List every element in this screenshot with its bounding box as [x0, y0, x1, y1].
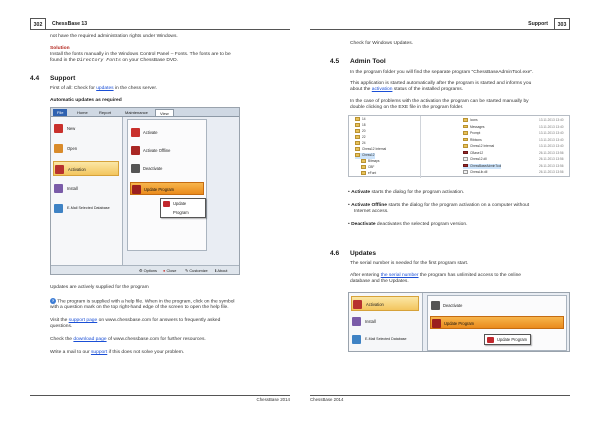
activation-submenu	[427, 295, 567, 351]
update-menu-screenshot	[348, 292, 570, 352]
folder-icon	[463, 118, 468, 122]
submenu-activate[interactable]	[130, 126, 204, 139]
file-row[interactable]	[463, 131, 480, 137]
about-button[interactable]: ℹ About	[215, 268, 228, 273]
visit-line-2: questions.	[50, 324, 73, 329]
download-text: Check the	[50, 337, 73, 342]
solution-line-2	[50, 58, 295, 64]
tree-row-label: 14	[362, 117, 366, 121]
email-icon	[54, 204, 63, 213]
file-date: 13.11.2013 13:40	[539, 124, 564, 129]
bullet-text: starts the dialog for the program activation on a computer without	[388, 203, 530, 208]
dll-file-icon	[463, 157, 468, 161]
update-program-icon	[163, 201, 170, 207]
folder-icon	[355, 117, 360, 121]
submenu-label: Activate Offline	[143, 148, 171, 153]
file-row[interactable]	[463, 125, 485, 131]
support-page-link[interactable]: support page	[68, 318, 98, 323]
folder-icon	[355, 147, 360, 151]
serial-line: The serial number is needed for the first program start.	[350, 261, 469, 266]
close-icon: ●	[163, 268, 166, 273]
file-date: 13.11.2013 13:40	[539, 131, 564, 135]
menu-item-label: Activation	[366, 302, 384, 307]
tree-row-label: Chess12 Internal	[362, 147, 387, 151]
close-label: Close	[166, 268, 177, 273]
update-program-tooltip	[160, 198, 206, 218]
file-name: Chess12.dll	[470, 157, 487, 161]
tree-row-label: 24	[362, 141, 366, 145]
support-intro	[50, 86, 157, 92]
file-row[interactable]	[463, 151, 483, 157]
tree-row[interactable]	[355, 147, 386, 153]
activate-offline-icon	[131, 146, 140, 155]
menu-item-label: Install	[365, 319, 376, 324]
exe-file-icon	[463, 151, 468, 155]
program-folder-screenshot	[348, 115, 570, 177]
email-icon	[352, 335, 361, 344]
install-icon	[352, 317, 361, 326]
file-menu	[349, 293, 423, 352]
folder-icon	[355, 129, 360, 133]
visit-text: Visit the	[50, 318, 68, 323]
tree-row-label: CBF	[368, 165, 375, 169]
bullet-activate-offline-line-2: Internet access.	[354, 209, 389, 214]
tree-row[interactable]	[361, 171, 376, 177]
right-footer: ChessBase 2014	[310, 395, 570, 403]
deactivate-icon	[431, 301, 440, 310]
updates-section-title: Updates	[350, 250, 377, 257]
folder-icon	[463, 138, 468, 142]
file-date: 26.11.2013 13:56	[539, 150, 564, 155]
tree-row-label: Bitmaps	[368, 159, 380, 163]
activate-icon	[131, 128, 140, 137]
menu-item-email-database[interactable]	[351, 332, 419, 347]
mail-line	[50, 350, 295, 356]
update-program-icon	[487, 337, 494, 343]
activation-link[interactable]: activation	[371, 87, 393, 92]
menu-item-label: New	[67, 126, 76, 131]
admin-paragraph-2-line-2	[350, 87, 595, 93]
deactivate-icon	[131, 164, 140, 173]
update-program-icon	[132, 185, 141, 194]
header-title: ChessBase 13	[52, 21, 88, 27]
admin-paragraph-2-line-1: This application is started automatically after the program is started and informs you	[350, 81, 532, 86]
tree-row[interactable]	[355, 129, 366, 135]
tooltip-label: Update Program	[497, 337, 528, 342]
menu-item-label: E-Mail Selected Database	[67, 206, 110, 210]
solution-line-1: Install the fonts manually in the Windows Control Panel – Fonts. The fonts are to be	[50, 52, 231, 57]
bullet-bold: Deactivate	[351, 222, 376, 227]
menu-item-install[interactable]	[351, 314, 419, 329]
right-header	[310, 18, 570, 30]
left-footer: ChessBase 2014	[30, 395, 290, 403]
file-list	[423, 116, 569, 178]
file-date: 13.11.2013 13:40	[539, 144, 564, 148]
tree-row-selected[interactable]	[355, 153, 375, 159]
file-date: 26.11.2013 13:56	[539, 170, 564, 174]
file-date: 13.11.2013 13:40	[539, 118, 564, 122]
download-text-b: of www.chessbase.com for further resources.	[107, 337, 206, 342]
file-row[interactable]	[463, 144, 494, 150]
menu-item-label: E-Mail Selected Database	[365, 337, 407, 341]
tooltip-label: Update Program	[173, 201, 189, 215]
submenu-label: Update Program	[144, 187, 175, 192]
admin-paragraph-1: In the program folder you will find the separate program "ChessBaseAdminTool.exe".	[350, 70, 534, 75]
file-name: Chess12 Internal	[470, 144, 495, 148]
submenu-update-program[interactable]	[130, 182, 204, 195]
admin-text: about the	[350, 87, 371, 92]
bullet-activate-offline: • Activate Offline starts the dialog for the program activation on a computer without	[348, 203, 530, 208]
visit-support	[50, 318, 295, 324]
solution-label: Solution	[50, 46, 70, 51]
solution-text-b: on your ChessBase DVD.	[122, 58, 179, 63]
updates-link[interactable]: updates	[96, 86, 114, 91]
admin-section-number: 4.5	[330, 58, 340, 65]
tree-row[interactable]	[361, 165, 374, 171]
file-menu	[51, 117, 123, 267]
admin-paragraph-3-line-1: In the case of problems with the activation the program can be started manually by	[350, 99, 529, 104]
exe-file-icon	[463, 164, 468, 168]
file-row[interactable]	[463, 157, 487, 163]
menu-item-open[interactable]	[53, 141, 119, 156]
admin-paragraph-3-line-2: double clicking on the EXE file in the program folder.	[350, 105, 464, 110]
menu-item-install[interactable]	[53, 181, 119, 196]
help-text: The program is supplied with a help file. When in the program, click on the symbol	[57, 299, 235, 305]
support-intro-text-b: in the chess server.	[114, 86, 158, 91]
close-button[interactable]	[163, 266, 176, 275]
tree-row-label: Chess12	[362, 153, 375, 157]
updates-section-number: 4.6	[330, 250, 340, 257]
tab-view[interactable]: View	[155, 109, 174, 116]
menu-item-email-database[interactable]	[53, 201, 119, 216]
tree-row[interactable]	[355, 117, 366, 123]
menu-item-activation[interactable]	[351, 296, 419, 311]
download-line	[50, 337, 295, 343]
tab-report[interactable]: Report	[99, 110, 112, 115]
dll-file-icon	[463, 170, 468, 174]
folder-icon	[361, 171, 366, 175]
bullet-bold: Activate	[351, 190, 371, 195]
file-name: ChessBaseAdminTool	[470, 163, 502, 168]
file-date: 26.11.2013 13:56	[539, 157, 564, 161]
tree-row[interactable]	[355, 123, 366, 129]
submenu-label: Update Program	[444, 321, 475, 326]
visit-text-b: on www.chessbase.com for answers to frequently asked	[98, 318, 221, 323]
tab-file[interactable]: File	[53, 109, 67, 116]
after-entering-line-2: database and the Updates.	[350, 279, 409, 284]
backstage-bottom-bar	[51, 265, 239, 274]
directory-fonts: Directory Fonts	[76, 58, 121, 63]
activation-icon	[55, 165, 64, 174]
folder-icon	[355, 135, 360, 139]
file-row[interactable]	[463, 118, 478, 124]
menu-item-label: Activation	[68, 167, 86, 172]
solution-text-a: found in the	[50, 58, 76, 63]
support-mail-link[interactable]: support	[90, 350, 108, 355]
folder-icon	[355, 141, 360, 145]
install-icon	[54, 184, 63, 193]
admin-text-b: status of the installed programs.	[393, 87, 464, 92]
page-number: 302	[30, 18, 46, 30]
tree-row-label: eFont	[368, 171, 377, 175]
tree-row-label: 18	[362, 123, 366, 127]
file-row[interactable]	[463, 138, 482, 144]
folder-tree	[349, 116, 421, 178]
admin-section-title: Admin Tool	[350, 58, 386, 65]
mail-text: Write a mail to our	[50, 350, 90, 355]
auto-updates-heading: Automatic updates as required	[50, 98, 122, 103]
serial-number-link[interactable]: the serial number	[380, 273, 419, 278]
bullet-deactivate: • Deactivate deactivates the selected program version.	[348, 222, 468, 227]
chessbase-menu-screenshot	[50, 107, 240, 275]
bullet-bold: Activate Offline	[351, 203, 387, 208]
submenu-label: Activate	[143, 130, 158, 135]
activation-submenu	[127, 119, 207, 251]
mail-text-b: if this does not solve your problem.	[108, 350, 185, 355]
bullet-activate: • Activate starts the dialog for the program activation.	[348, 190, 465, 195]
file-name: Icons	[470, 118, 478, 122]
menu-item-new[interactable]	[53, 121, 119, 136]
check-windows-updates: Check for Windows Updates.	[350, 41, 414, 46]
file-date: 26.11.2013 13:56	[539, 163, 564, 168]
update-program-icon	[432, 319, 441, 328]
support-intro-text: First of all: Check for	[50, 86, 95, 91]
customize-button[interactable]: ✎ Customize	[185, 268, 208, 273]
help-question-icon: ?	[51, 298, 55, 303]
tab-maintenance[interactable]: Maintenance	[125, 110, 148, 115]
folder-icon	[355, 123, 360, 127]
customize-label: Customize	[189, 268, 208, 273]
after-text-b: the program has unlimited access to the online	[419, 273, 522, 278]
submenu-deactivate[interactable]	[430, 299, 564, 312]
submenu-activate-offline[interactable]	[130, 144, 204, 157]
bullet-text: starts the dialog for the program activation.	[371, 190, 465, 195]
after-text: After entering	[350, 273, 380, 278]
file-name: CBase12	[470, 150, 484, 155]
section-title: Support	[50, 75, 76, 82]
tree-row[interactable]	[355, 135, 366, 141]
new-icon	[54, 124, 63, 133]
activation-icon	[353, 300, 362, 309]
tree-row[interactable]	[355, 141, 366, 147]
open-folder-icon	[54, 144, 63, 153]
submenu-deactivate[interactable]	[130, 162, 204, 175]
file-row-admin-tool[interactable]	[463, 164, 501, 170]
help-line-2: with a question mark on the top right-hand edge of the screen to open the help file.	[50, 305, 229, 310]
menu-item-activation[interactable]	[53, 161, 119, 176]
file-name: ChessLib.dll	[470, 170, 488, 174]
right-page	[300, 0, 600, 424]
section-number: 4.4	[30, 75, 40, 82]
folder-icon	[463, 125, 468, 129]
left-header	[30, 18, 290, 30]
header-title: Support	[528, 21, 548, 27]
submenu-label: Deactivate	[443, 303, 463, 308]
tab-home[interactable]: Home	[77, 110, 88, 115]
file-name: Ribbons	[470, 137, 482, 142]
folder-icon	[361, 165, 366, 169]
folder-icon	[355, 153, 360, 157]
updates-line: Updates are actively supplied for the program	[50, 285, 149, 290]
bullet-text: deactivates the selected program version.	[376, 222, 468, 227]
file-name: Prompt	[470, 131, 481, 135]
tree-row[interactable]	[361, 159, 380, 165]
menu-item-label: Install	[67, 186, 78, 191]
download-page-link[interactable]: download page	[73, 337, 107, 342]
file-date: 13.11.2013 13:40	[539, 137, 564, 142]
folder-icon	[463, 131, 468, 135]
file-name: Messages	[470, 124, 485, 129]
options-label: Options	[143, 268, 157, 273]
ribbon-tabbar	[51, 108, 239, 117]
tree-row-label: 20	[362, 129, 366, 133]
update-program-tooltip	[484, 334, 531, 345]
submenu-update-program[interactable]	[430, 316, 564, 329]
folder-icon	[463, 144, 468, 148]
about-label: About	[217, 268, 228, 273]
options-button[interactable]: ⚙ Options	[139, 268, 157, 273]
submenu-label: Deactivate	[143, 166, 163, 171]
folder-icon	[361, 159, 366, 163]
menu-item-label: Open	[67, 146, 78, 151]
file-row[interactable]	[463, 170, 487, 176]
intro-line: not have the required administration rights under Windows.	[50, 34, 178, 39]
page-number: 303	[554, 18, 570, 30]
tree-row-label: 22	[362, 135, 366, 139]
